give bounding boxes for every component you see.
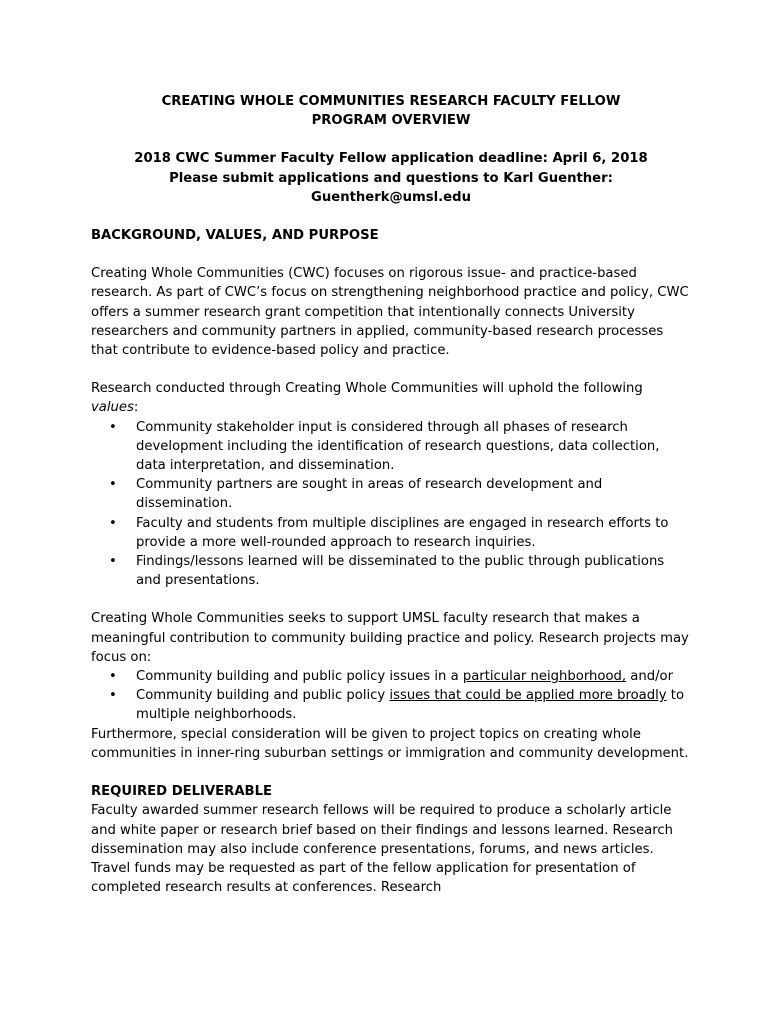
document-page bbox=[91, 92, 691, 897]
values-intro-text: Research conducted through Creating Whole Communities will uphold the following bbox=[91, 381, 643, 397]
focus-item-underlined: issues that could be applied more broadly bbox=[389, 688, 667, 704]
values-list bbox=[91, 418, 691, 591]
title-line-1: CREATING WHOLE COMMUNITIES RESEARCH FACULTY FELLOW bbox=[161, 94, 621, 109]
values-word: values bbox=[91, 400, 134, 416]
section-heading-background: BACKGROUND, VALUES, AND PURPOSE bbox=[91, 228, 379, 244]
values-intro bbox=[91, 379, 691, 417]
focus-item-suffix: and/or bbox=[626, 669, 674, 685]
furthermore-paragraph: Furthermore, special consideration will be given to project topics on creating whole communities in inner-ring suburban settings or immigration and community development. bbox=[91, 726, 689, 761]
list-item bbox=[136, 686, 691, 724]
focus-item-suffix: to multiple neighborhoods. bbox=[136, 688, 685, 723]
list-item: • Community stakeholder input is considered through all phases of research development including the identification of research questions, data collection, data interpretation, and dissemination. bbox=[136, 418, 691, 476]
spacer bbox=[91, 590, 691, 609]
contact-email: Guentherk@umsl.edu bbox=[311, 189, 471, 205]
list-item: • Findings/lessons learned will be disseminated to the public through publications and presentations. bbox=[136, 552, 691, 590]
focus-item-underlined: particular neighborhood, bbox=[462, 669, 627, 685]
deadline-line-2: Please submit applications and questions to Karl Guenther: bbox=[169, 170, 613, 186]
focus-item-text: Community building and public policy bbox=[136, 688, 390, 704]
title-line-2: PROGRAM OVERVIEW bbox=[311, 113, 471, 129]
values-colon: : bbox=[133, 400, 139, 416]
deliverable-paragraph: Faculty awarded summer research fellows will be required to produce a scholarly article and white paper or research brief based on their findings and lessons learned. Research dissemination may also include conference presentations, forums, and news articles. Travel funds may be requested as part of the fellow application for presentation of completed research results at conferences. Research bbox=[91, 803, 673, 896]
focus-item-text: Community building and public policy issues in a bbox=[136, 669, 463, 685]
deadline-notice bbox=[91, 149, 691, 207]
focus-list bbox=[91, 667, 691, 725]
section-heading-deliverable: REQUIRED DELIVERABLE bbox=[91, 784, 272, 800]
document-title bbox=[91, 92, 691, 130]
support-paragraph: Creating Whole Communities seeks to support UMSL faculty research that makes a meaningful contribution to community building practice and policy. Research projects may focus on: bbox=[91, 611, 689, 665]
deadline-line-1: 2018 CWC Summer Faculty Fellow application deadline: April 6, 2018 bbox=[134, 151, 648, 167]
list-item: • Community partners are sought in areas of research development and dissemination. bbox=[136, 475, 691, 513]
background-paragraph: Creating Whole Communities (CWC) focuses on rigorous issue- and practice-based research. As part of CWC’s focus on strengthening neighborhood practice and policy, CWC offers a summer research grant competition that intentionally connects University researchers and community partners in applied, community-based research processes that contribute to evidence-based policy and practice. bbox=[91, 266, 689, 359]
list-item bbox=[136, 667, 691, 686]
list-item: • Faculty and students from multiple disciplines are engaged in research efforts to provide a more well-rounded approach to research inquiries. bbox=[136, 514, 691, 552]
